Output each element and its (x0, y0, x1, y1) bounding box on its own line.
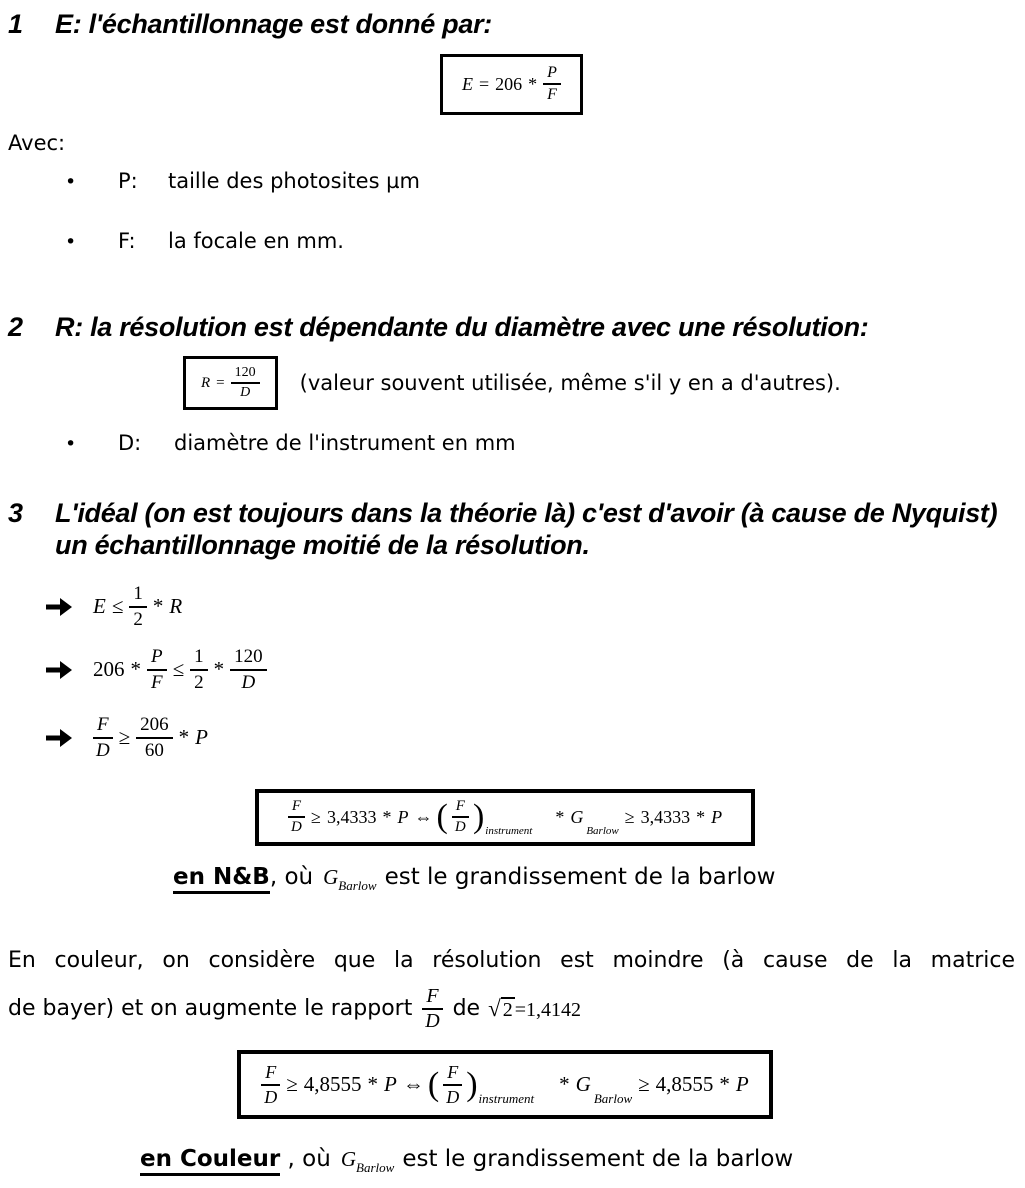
formula-resolution: R = $\frac{120}{D}$ (198, 365, 263, 401)
bullet-term: F: (118, 229, 136, 253)
bullet-text: la focale en mm. (168, 229, 344, 253)
derivation-1 (46, 583, 185, 631)
g-barlow-symbol: $G_{Barlow}$ (340, 1147, 395, 1175)
formula-nb: $\frac{F}{D}$ ≥ 3,4333 * P ⇔ ( $\frac{F}{D}$ ) instrument * G Barlow ≥ 3,4333 * P (285, 798, 725, 837)
bullet-term: P: (118, 169, 138, 193)
section-3-title: L'idéal (on est toujours dans la théorie là) c'est d'avoir (à cause de Nyquist) un échantillonnage moitié de la résolution. (55, 498, 998, 560)
section-2-number: 2 (8, 312, 23, 342)
arrow-icon (46, 598, 90, 616)
derivation-3 (46, 714, 211, 762)
formula-box-couleur (237, 1050, 773, 1119)
section-1-title: E: l'échantillonnage est donné par: (55, 9, 492, 39)
derivation-2-formula: 206 * $\frac{P}{F}$ ≤ $\frac{1}{2}$ * $\frac{120}{D}$ (90, 646, 270, 694)
section-1-number: 1 (8, 9, 23, 39)
caption-couleur-rest: est le grandissement de la barlow (402, 1146, 794, 1172)
g-barlow-symbol: $G_{Barlow}$ (323, 865, 377, 893)
couleur-paragraph-line1: En couleur, on considère que la résolution est moindre (à cause de la matrice (8, 948, 1015, 973)
section-3-heading (8, 497, 1020, 561)
arrow-icon (46, 729, 90, 747)
bullet-photosites (65, 168, 420, 195)
section-3-number: 3 (8, 498, 23, 528)
resolution-formula-row (183, 356, 841, 410)
bullet-diametre (65, 430, 516, 457)
inline-fraction-fd: $\frac{F}{D}$ (422, 985, 442, 1032)
couleur-paragraph-line2 (8, 985, 581, 1032)
caption-nb-mid: , où (269, 864, 314, 890)
section-2-heading (8, 311, 1018, 343)
arrow-icon (46, 661, 90, 679)
resolution-note: (valeur souvent utilisée, même s'il y en a d'autres). (299, 371, 841, 396)
bullet-icon: • (65, 433, 77, 455)
section-2-title: R: la résolution est dépendante du diamètre avec une résolution: (55, 312, 869, 342)
caption-nb-label: en N&B (173, 864, 270, 894)
bullet-term: D: (118, 431, 142, 455)
caption-nb (173, 864, 775, 894)
derivation-1-formula: E ≤ $\frac{1}{2}$ * R (93, 583, 183, 630)
bullet-icon: • (65, 171, 77, 193)
caption-nb-rest: est le grandissement de la barlow (384, 864, 776, 890)
caption-couleur (140, 1146, 793, 1176)
caption-couleur-label: en Couleur (140, 1146, 280, 1176)
derivation-3-formula: $\frac{F}{D}$ ≥ $\frac{206}{60}$ * P (90, 714, 211, 762)
couleur-line2-mid: de (452, 995, 481, 1021)
bullet-focale (65, 228, 344, 255)
formula-echantillonnage: E = 206 * $\frac{P}{F}$ (459, 64, 564, 105)
formula-box-nb (255, 789, 755, 846)
bullet-text: diamètre de l'instrument en mm (174, 431, 516, 455)
derivation-2 (46, 646, 270, 694)
caption-couleur-mid: , où (280, 1146, 331, 1172)
couleur-line2-pre: de bayer) et on augmente le rapport (8, 995, 413, 1021)
bullet-icon: • (65, 231, 77, 253)
sqrt-expression: √ 2 = 1,4142 (488, 995, 581, 1021)
formula-couleur: $\frac{F}{D}$ ≥ 4,8555 * P ⇔ ( $\frac{F}{D}$ ) instrument * G Barlow ≥ 4,8555 * P (258, 1062, 751, 1107)
section-1-heading (8, 8, 1008, 40)
bullet-text: taille des photosites µm (168, 169, 420, 193)
formula-box-resolution (183, 356, 278, 410)
avec-label: Avec: (8, 131, 66, 155)
formula-box-echantillonnage (440, 54, 583, 115)
